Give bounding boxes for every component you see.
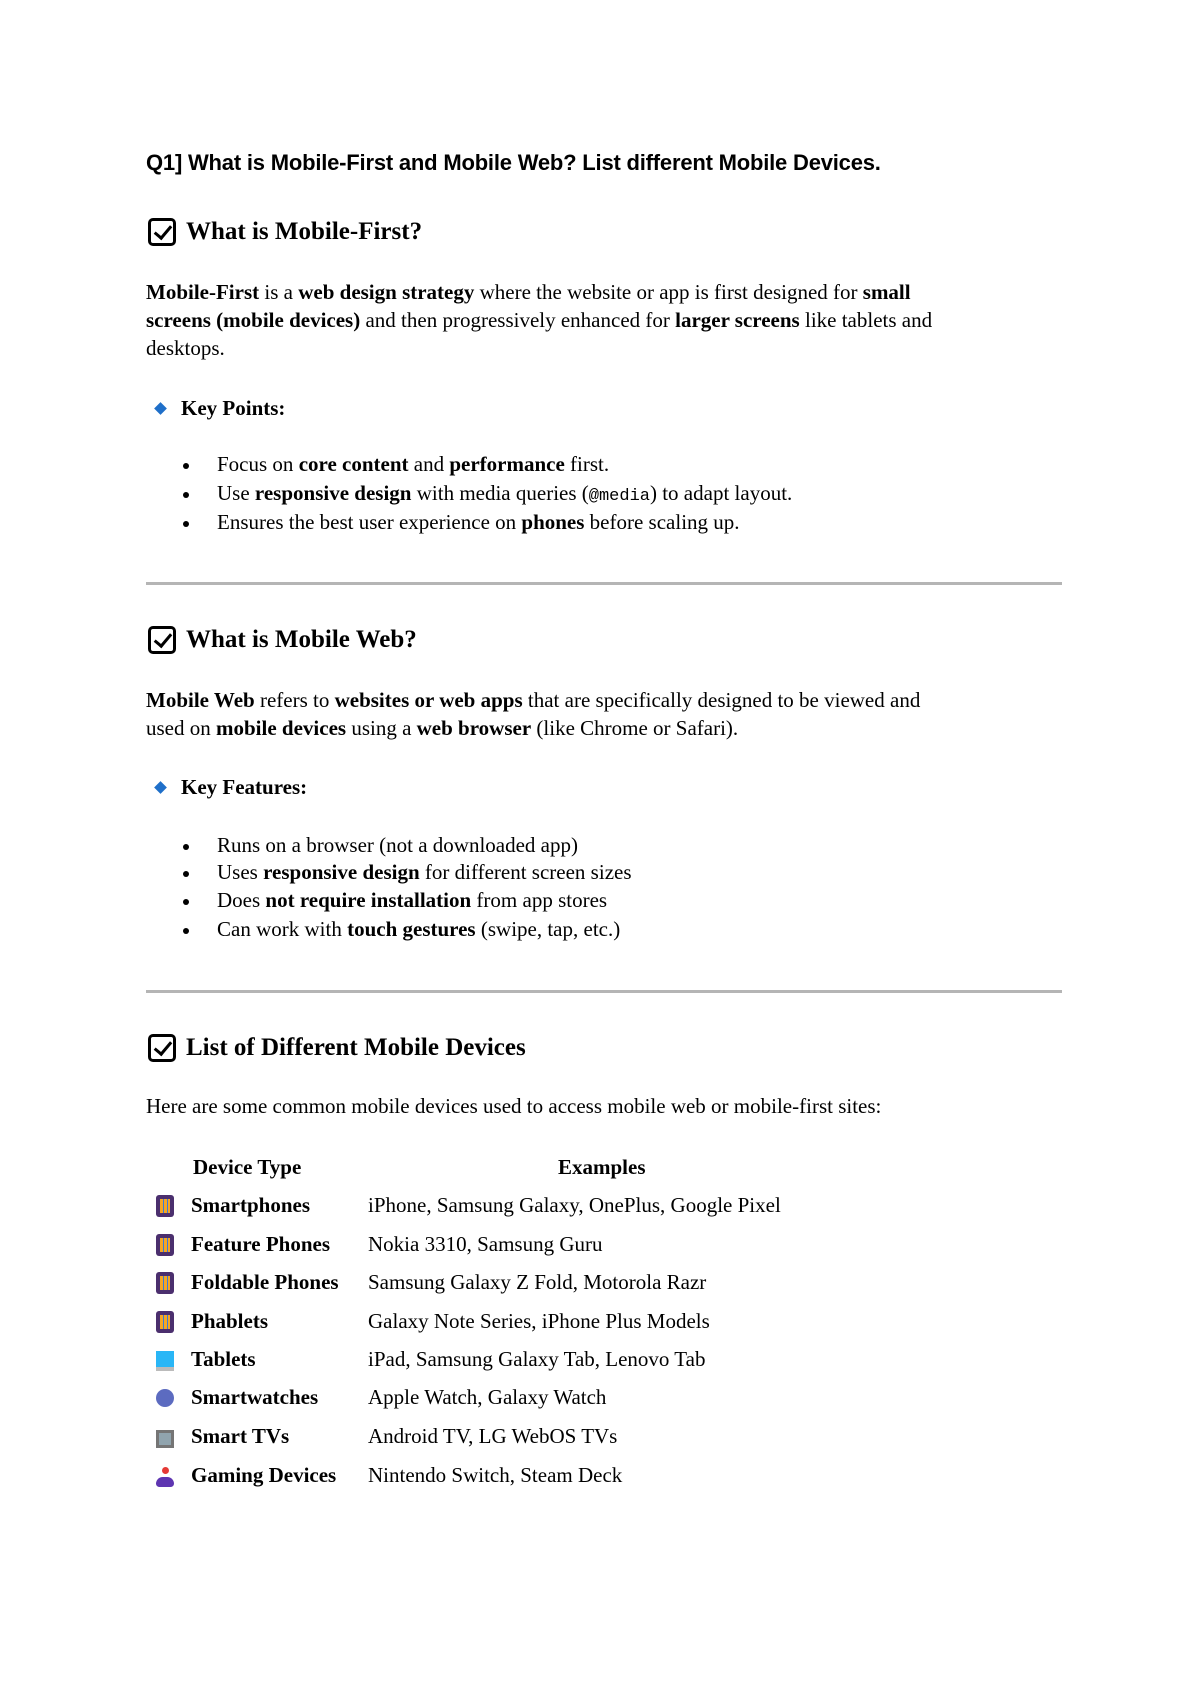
- bullet-dot-icon: [183, 492, 189, 498]
- text-run: Uses: [217, 860, 264, 884]
- section-heading-mobile-first: [148, 217, 422, 247]
- text-run: (like Chrome or Safari).: [531, 716, 739, 740]
- text-run: Ensures the best user experience on: [217, 510, 522, 534]
- table-row: [156, 1422, 956, 1452]
- bullet-dot-icon: [183, 871, 189, 877]
- text-run: first.: [564, 452, 610, 476]
- paragraph-line: [146, 279, 911, 305]
- device-examples: iPhone, Samsung Galaxy, OnePlus, Google Pixel: [368, 1193, 781, 1217]
- tv-icon: [156, 1430, 174, 1448]
- text-run: and: [408, 452, 450, 476]
- text-run: desktops.: [146, 336, 225, 360]
- table-row: [156, 1191, 956, 1221]
- bullet-item: [183, 509, 740, 535]
- bold-text: phones: [521, 510, 585, 534]
- text-run: Use: [217, 481, 255, 505]
- device-examples: Samsung Galaxy Z Fold, Motorola Razr: [368, 1270, 707, 1294]
- text-run: ) to adapt layout.: [649, 481, 793, 505]
- bold-text: web design strategy: [298, 280, 475, 304]
- paragraph-line: [146, 307, 932, 333]
- device-examples: Apple Watch, Galaxy Watch: [368, 1385, 607, 1409]
- checkbox-icon: [148, 626, 176, 654]
- section-heading-mobile-web: [148, 625, 417, 655]
- device-examples: Galaxy Note Series, iPhone Plus Models: [368, 1309, 710, 1333]
- text-run: from app stores: [471, 888, 608, 912]
- bullet-dot-icon: [183, 463, 189, 469]
- phone-icon: [156, 1195, 174, 1217]
- bold-text: responsive design: [263, 860, 420, 884]
- heading-text: What is Mobile Web?: [186, 626, 417, 653]
- heading-text: What is Mobile-First?: [186, 218, 423, 245]
- bold-text: performance: [449, 452, 565, 476]
- text-run: Does: [217, 888, 266, 912]
- divider: [146, 582, 1062, 585]
- bullet-item: [183, 887, 607, 913]
- diamond-bullet-icon: [154, 402, 167, 415]
- text-run: before scaling up.: [584, 510, 740, 534]
- bold-text: touch gestures: [347, 917, 476, 941]
- text-run: Can work with: [217, 917, 348, 941]
- device-type: Foldable Phones: [191, 1270, 339, 1294]
- device-examples: iPad, Samsung Galaxy Tab, Lenovo Tab: [368, 1347, 706, 1371]
- devices-intro: Here are some common mobile devices used to access mobile web or mobile-first sites:: [146, 1094, 882, 1118]
- text-run: refers to: [254, 688, 335, 712]
- bold-text: core content: [298, 452, 409, 476]
- bold-text: small: [862, 280, 911, 304]
- table-row: [156, 1230, 956, 1260]
- section-heading-devices: [148, 1033, 526, 1063]
- text-run: is a: [259, 280, 299, 304]
- device-examples: Nintendo Switch, Steam Deck: [368, 1463, 623, 1487]
- bold-text: not require installation: [265, 888, 472, 912]
- key-points-text: Key Points:: [181, 396, 286, 420]
- table-row: [156, 1461, 956, 1491]
- bold-text: Mobile Web: [146, 688, 255, 712]
- inline-code: @media: [588, 487, 650, 506]
- paragraph-line: [146, 715, 738, 741]
- paragraph-line: [146, 687, 920, 713]
- paragraph-line: [146, 335, 225, 361]
- bold-text: screens (mobile devices): [146, 308, 361, 332]
- phone-icon: [156, 1311, 174, 1333]
- device-examples: Nokia 3310, Samsung Guru: [368, 1232, 603, 1256]
- text-run: using a: [346, 716, 417, 740]
- device-type: Smartphones: [191, 1193, 311, 1217]
- table-row: [156, 1307, 956, 1337]
- bold-text: web browser: [416, 716, 532, 740]
- text-run: (swipe, tap, etc.): [475, 917, 621, 941]
- device-type: Smartwatches: [191, 1385, 319, 1409]
- bullet-item: [183, 480, 792, 510]
- device-type: Phablets: [191, 1309, 269, 1333]
- table-row: [156, 1345, 956, 1375]
- phone-icon: [156, 1272, 174, 1294]
- bold-text: larger screens: [675, 308, 800, 332]
- text-run: like tablets and: [799, 308, 933, 332]
- question-title: Q1] What is Mobile-First and Mobile Web? List different Mobile Devices.: [146, 150, 881, 175]
- bullet-dot-icon: [183, 899, 189, 905]
- bullet-dot-icon: [183, 844, 189, 850]
- bold-text: responsive design: [254, 481, 412, 505]
- text-run: Runs on a browser (not a downloaded app): [217, 833, 578, 857]
- text-run: used on: [146, 716, 216, 740]
- diamond-bullet-icon: [154, 781, 167, 794]
- key-features-label: [156, 774, 307, 800]
- heading-text: List of Different Mobile Devices: [186, 1034, 526, 1061]
- text-run: and then progressively enhanced for: [360, 308, 676, 332]
- key-features-text: Key Features:: [181, 775, 308, 799]
- text-run: where the website or app is first designed for: [474, 280, 863, 304]
- game-icon: [156, 1467, 174, 1489]
- table-row: [156, 1268, 956, 1298]
- table-header-device-type: Device Type: [193, 1155, 302, 1179]
- tablet-icon: [156, 1351, 174, 1371]
- table-row: [156, 1383, 956, 1413]
- bold-text: Mobile-First: [146, 280, 260, 304]
- bold-text: websites or web apps: [334, 688, 523, 712]
- table-header-examples: Examples: [558, 1155, 646, 1179]
- text-run: that are specifically designed to be viewed and: [522, 688, 921, 712]
- bullet-item: [183, 451, 609, 477]
- text-run: Focus on: [217, 452, 299, 476]
- bullet-dot-icon: [183, 928, 189, 934]
- text-run: for different screen sizes: [419, 860, 632, 884]
- device-examples: Android TV, LG WebOS TVs: [368, 1424, 618, 1448]
- phone-icon: [156, 1234, 174, 1256]
- device-type: Gaming Devices: [191, 1463, 337, 1487]
- device-type: Smart TVs: [191, 1424, 290, 1448]
- text-run: with media queries (: [411, 481, 589, 505]
- checkbox-icon: [148, 218, 176, 246]
- bullet-item: [183, 832, 578, 858]
- bullet-item: [183, 916, 620, 942]
- bullet-item: [183, 859, 632, 885]
- checkbox-icon: [148, 1034, 176, 1062]
- bullet-dot-icon: [183, 521, 189, 527]
- watch-icon: [156, 1389, 174, 1407]
- key-points-label: [156, 395, 285, 421]
- divider: [146, 990, 1062, 993]
- device-type: Feature Phones: [191, 1232, 331, 1256]
- device-type: Tablets: [191, 1347, 256, 1371]
- bold-text: mobile devices: [216, 716, 347, 740]
